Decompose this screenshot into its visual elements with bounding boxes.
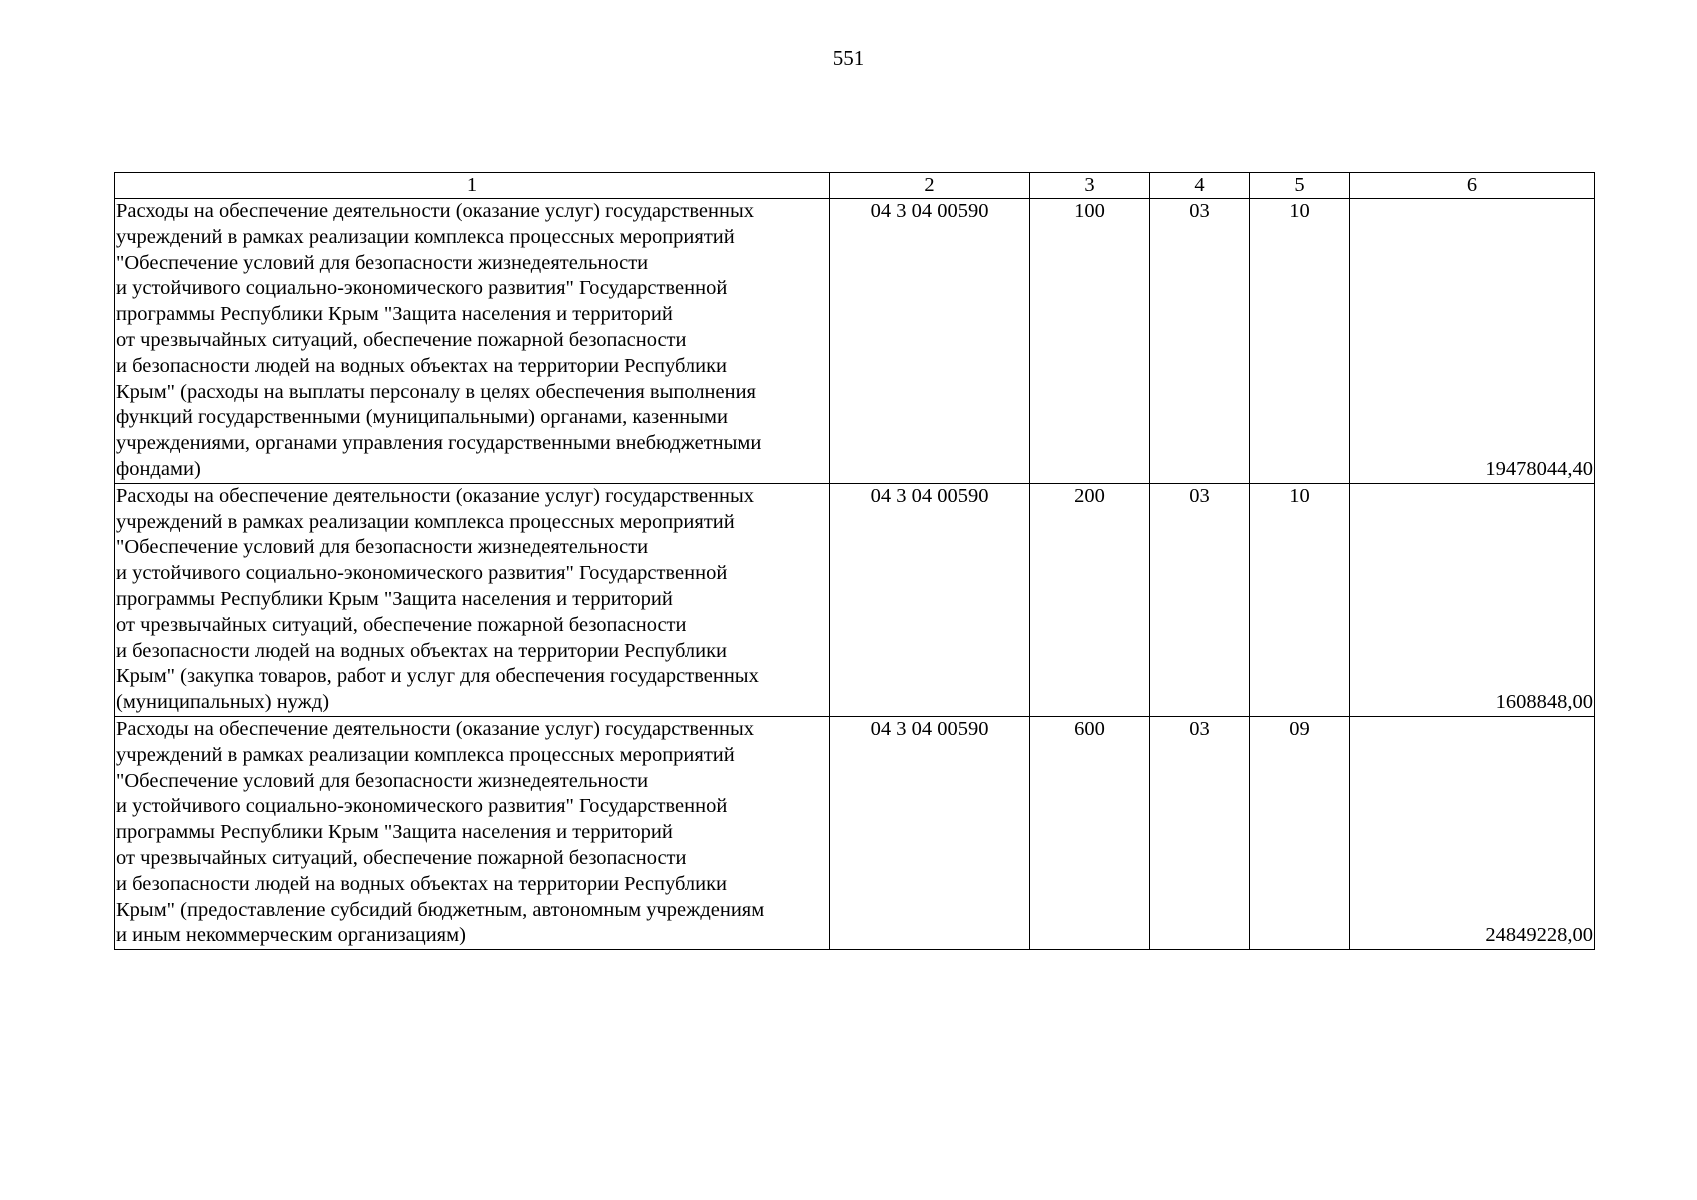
row-amount: 24849228,00	[1350, 716, 1595, 949]
row-target-article-code: 04 3 04 00590	[830, 483, 1030, 716]
column-header: 4	[1150, 173, 1250, 199]
page-number: 551	[832, 46, 865, 70]
row-subsection-code: 10	[1250, 199, 1350, 484]
column-header: 3	[1030, 173, 1150, 199]
row-expense-type-code: 200	[1030, 483, 1150, 716]
column-header: 1	[115, 173, 830, 199]
row-amount: 1608848,00	[1350, 483, 1595, 716]
row-expense-type-code: 600	[1030, 716, 1150, 949]
row-description: Расходы на обеспечение деятельности (оказание услуг) государственных учреждений в рамках реализации комплекса процессных мероприятий "Обеспечение условий для безопасности жизнедеятельности и устойчивого социально-экономического развития" Государственной программы Республики Крым "Защита населения и территорий от чрезвычайных ситуаций, обеспечение пожарной безопасности и безопасности людей на водных объектах на территории Республики Крым" (предоставление субсидий бюджетным, автономным учреждениям и иным некоммерческим организациям)	[115, 716, 830, 949]
table-row	[115, 199, 1595, 484]
table-row	[115, 716, 1595, 949]
budget-table	[114, 172, 1595, 950]
row-target-article-code: 04 3 04 00590	[830, 199, 1030, 484]
row-section-code: 03	[1150, 483, 1250, 716]
column-header: 2	[830, 173, 1030, 199]
row-subsection-code: 09	[1250, 716, 1350, 949]
row-description: Расходы на обеспечение деятельности (оказание услуг) государственных учреждений в рамках реализации комплекса процессных мероприятий "Обеспечение условий для безопасности жизнедеятельности и устойчивого социально-экономического развития" Государственной программы Республики Крым "Защита населения и территорий от чрезвычайных ситуаций, обеспечение пожарной безопасности и безопасности людей на водных объектах на территории Республики Крым" (расходы на выплаты персоналу в целях обеспечения выполнения функций государственными (муниципальными) органами, казенными учреждениями, органами управления государственными внебюджетными фондами)	[115, 199, 830, 484]
row-section-code: 03	[1150, 199, 1250, 484]
row-target-article-code: 04 3 04 00590	[830, 716, 1030, 949]
row-expense-type-code: 100	[1030, 199, 1150, 484]
table-row	[115, 483, 1595, 716]
row-amount: 19478044,40	[1350, 199, 1595, 484]
row-section-code: 03	[1150, 716, 1250, 949]
row-description: Расходы на обеспечение деятельности (оказание услуг) государственных учреждений в рамках реализации комплекса процессных мероприятий "Обеспечение условий для безопасности жизнедеятельности и устойчивого социально-экономического развития" Государственной программы Республики Крым "Защита населения и территорий от чрезвычайных ситуаций, обеспечение пожарной безопасности и безопасности людей на водных объектах на территории Республики Крым" (закупка товаров, работ и услуг для обеспечения государственных (муниципальных) нужд)	[115, 483, 830, 716]
column-header: 5	[1250, 173, 1350, 199]
table-header-row	[115, 173, 1595, 199]
column-header: 6	[1350, 173, 1595, 199]
row-subsection-code: 10	[1250, 483, 1350, 716]
